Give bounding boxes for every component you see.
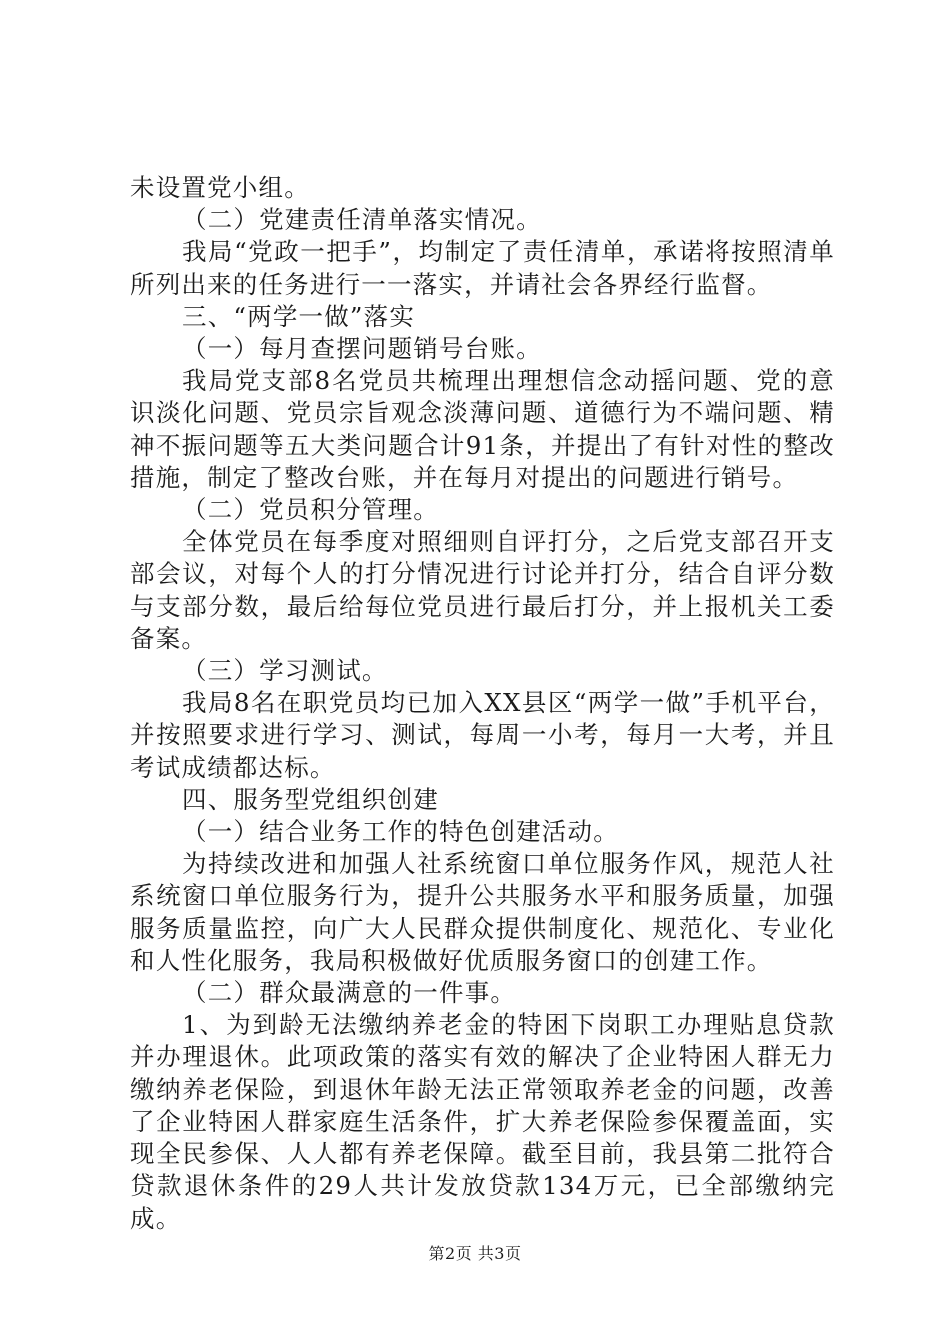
- paragraph: （三）学习测试。: [182, 656, 388, 686]
- paragraph: 未设置党小组。: [130, 173, 310, 202]
- paragraph: （一）结合业务工作的特色创建活动。: [182, 817, 619, 847]
- document-body: [130, 172, 835, 1235]
- paragraph: （二）群众最满意的一件事。: [182, 978, 517, 1008]
- paragraph: 我局党支部8名党员共梳理出理想信念动摇问题、党的意识淡化问题、党员宗旨观念淡薄问题、道德行为不端问题、精神不振问题等五大类问题合计91条，并提出了有针对性的整改措施，制定了整改台账，并在每月对提出的问题进行销号。: [130, 366, 835, 492]
- paragraph: 四、服务型党组织创建: [182, 784, 439, 814]
- paragraph: （二）党建责任清单落实情况。: [182, 205, 542, 235]
- paragraph: 三、“两学一做”落实: [182, 301, 416, 331]
- paragraph: 1、为到龄无法缴纳养老金的特困下岗职工办理贴息贷款并办理退休。此项政策的落实有效的解决了企业特困人群无力缴纳养老保险，到退休年龄无法正常领取养老金的问题，改善了企业特困人群家庭生活条件，扩大养老保险参保覆盖面，实现全民参保、人人都有养老保障。截至目前，我县第二批符合贷款退休条件的29人共计发放贷款134万元，已全部缴纳完成。: [130, 1010, 835, 1233]
- paragraph: （一）每月查摆问题销号台账。: [182, 334, 542, 364]
- paragraph: 全体党员在每季度对照细则自评打分，之后党支部召开支部会议，对每个人的打分情况进行讨论并打分，结合自评分数与支部分数，最后给每位党员进行最后打分，并上报机关工委备案。: [130, 527, 835, 653]
- paragraph: （二）党员积分管理。: [182, 495, 439, 525]
- page-footer: 第2页 共3页: [428, 1244, 522, 1263]
- paragraph: 我局8名在职党员均已加入XX县区“两学一做”手机平台，并按照要求进行学习、测试，每周一小考，每月一大考，并且考试成绩都达标。: [130, 688, 835, 782]
- paragraph: 我局“党政一把手”，均制定了责任清单，承诺将按照清单所列出来的任务进行一一落实，并请社会各界经行监督。: [130, 237, 835, 299]
- paragraph: 为持续改进和加强人社系统窗口单位服务作风，规范人社系统窗口单位服务行为，提升公共服务水平和服务质量，加强服务质量监控，向广大人民群众提供制度化、规范化、专业化和人性化服务，我局积极做好优质服务窗口的创建工作。: [130, 849, 835, 975]
